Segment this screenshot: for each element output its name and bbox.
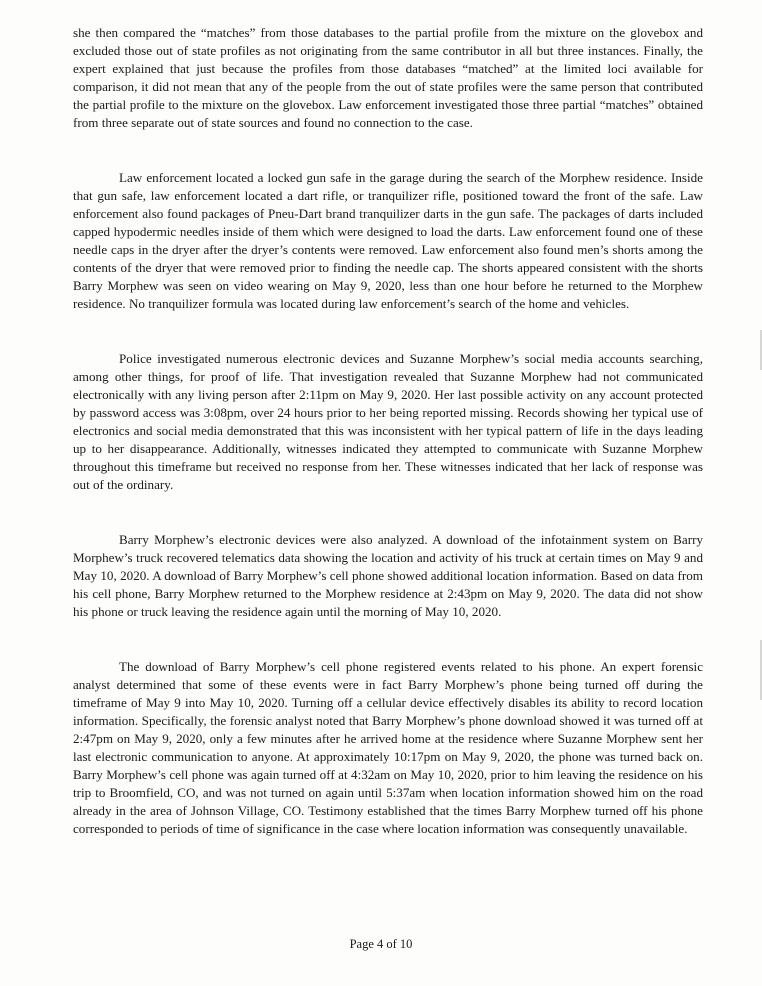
paragraph-barry-devices: Barry Morphew’s electronic devices were also analyzed. A download of the infotainment system on Barry Morphew’s truck recovered telematics data showing the location and activity of his truck at certain times on May 9 and May 10, 2020. A download of Barry Morphew’s cell phone showed additional location information. Based on data from his cell phone, Barry Morphew returned to the Morphew residence at 2:43pm on May 9, 2020. The data did not show his phone or truck leaving the residence again until the morning of May 10, 2020. <box>73 532 703 619</box>
document-body <box>73 24 703 838</box>
paragraph-spacer <box>73 132 703 169</box>
paragraph-gun-safe: Law enforcement located a locked gun safe in the garage during the search of the Morphew residence. Inside that gun safe, law enforcement located a dart rifle, or tranquilizer rifle, positioned toward the front of the safe. Law enforcement also found packages of Pneu-Dart brand tranquilizer darts in the gun safe. The packages of darts included capped hypodermic needles inside of them which were designed to load the darts. Law enforcement found one of these needle caps in the dryer after the dryer’s contents were removed. Law enforcement also found men’s shorts among the contents of the dryer that were removed prior to finding the needle cap. The shorts appeared consistent with the shorts Barry Morphew was seen on video wearing on May 9, 2020, less than one hour before he returned to the Morphew residence. No tranquilizer formula was located during law enforcement’s search of the home and vehicles. <box>73 170 703 311</box>
paragraph-phone-events: The download of Barry Morphew’s cell phone registered events related to his phone. An expert forensic analyst determined that some of these events were in fact Barry Morphew’s phone being turned off during the timeframe of May 9 into May 10, 2020. Turning off a cellular device effectively disables its ability to record location information. Specifically, the forensic analyst noted that Barry Morphew’s phone download showed it was turned off at 2:47pm on May 9, 2020, only a few minutes after he arrived home at the residence where Suzanne Morphew sent her last electronic communication to anyone. At approximately 10:17pm on May 9, 2020, the phone was turned back on. Barry Morphew’s cell phone was again turned off at 4:32am on May 10, 2020, prior to him leaving the residence on his trip to Broomfield, CO, and was not turned on again until 5:37am when location information showed him on the road already in the area of Johnson Village, CO. Testimony established that the times Barry Morphew turned off his phone corresponded to periods of time of significance in the case where location information was consequently unavailable. <box>73 659 703 836</box>
paragraph-dna-matches: she then compared the “matches” from those databases to the partial profile from the mixture on the glovebox and excluded those out of state profiles as not originating from the same contributor in all but three instances. Finally, the expert explained that just because the profiles from those databases “matched” at the limited loci available for comparison, it did not mean that any of the people from the out of state profiles were the same person that contributed the partial profile to the mixture on the glovebox. Law enforcement investigated those three partial “matches” obtained from three separate out of state sources and found no connection to the case. <box>73 25 703 130</box>
page-number-footer: Page 4 of 10 <box>349 937 413 951</box>
paragraph-spacer <box>73 621 703 658</box>
paragraph-spacer <box>73 494 703 531</box>
paragraph-electronic-devices: Police investigated numerous electronic devices and Suzanne Morphew’s social media accounts searching, among other things, for proof of life. That investigation revealed that Suzanne Morphew had not communicated electronically with any living person after 2:11pm on May 9, 2020. Her last possible activity on any account protected by password access was 3:08pm, over 24 hours prior to her being reported missing. Records showing her typical use of electronics and social media demonstrated that this was inconsistent with her typical pattern of life in the days leading up to her disappearance. Additionally, witnesses indicated they attempted to communicate with Suzanne Morphew throughout this timeframe but received no response from her. These witnesses indicated that her lack of response was out of the ordinary. <box>73 351 703 492</box>
paragraph-spacer <box>73 313 703 350</box>
